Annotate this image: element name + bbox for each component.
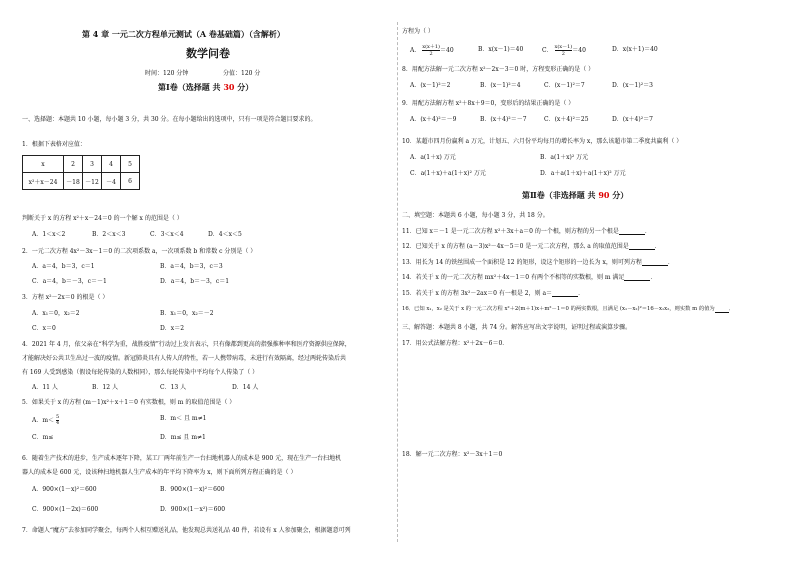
q18: 18．解一元二次方程：x²－3x＋1＝0 [402, 451, 503, 458]
q5-option-c: C．m≤ [32, 434, 54, 441]
q1-cell: －4 [102, 173, 121, 190]
q4-option-d: D．14 人 [232, 384, 259, 391]
q2-option-b: B．a＝4，b＝3，c＝3 [160, 263, 223, 270]
q4-line3: 有 169 人受到感染（假设每轮传染的人数相同），那么每轮传染中平均每个人传染了（ ） [22, 369, 259, 376]
q4-option-a: A．11 人 [32, 384, 58, 391]
q7-fraction-a [422, 44, 440, 57]
q2-option-a: A．a＝4，b＝3，c＝1 [32, 263, 95, 270]
section3-instruction: 三、解答题：本题共 8 小题，共 74 分。解答应写出文字说明，证明过程或演算步骤。 [402, 324, 632, 331]
q4-line1: 4．2021 年 4 月，依父亲在“科学为重，战胜疫情”行动过上发言表示，只有像都到更高的指强推种率和医疗资源供应保障， [22, 341, 351, 348]
fraction-denominator: 2 [422, 50, 440, 57]
q10-option-d: D．a＋a(1＋x)＋a(1＋x)² 万元 [540, 170, 626, 177]
q13-text: 13．用长为 14 的铁丝围成一个面积是 12 的矩形，设这个矩形的一边长为 x，则可列方程 [402, 259, 642, 266]
q2-option-d: D．a＝4，b＝－3，c＝1 [160, 278, 230, 285]
q1-cell: －18 [64, 173, 83, 190]
q4-line2: 才能解决好公共卫生出过一波的疫情。新冠肺炎具有人传人的特性，若一人携带病毒，未进行有效隔离，经过两轮传染后共 [22, 355, 347, 362]
q3-option-c: C．x＝0 [32, 325, 56, 332]
q7-option-c-tail: ＝40 [572, 47, 586, 54]
q15-text: 15．若关于 x 的方程 3x²－2ax＝0 有一根是 2，则 a＝ [402, 290, 553, 297]
q7-option-b: B．x(x－1)＝40 [478, 46, 524, 53]
q1-table [22, 155, 140, 190]
q1-cell: x [23, 156, 64, 173]
q11: 11．已知 x＝－1 是一元二次方程 x²＋3x＋a＝0 的一个根，则方程的另一个根是 ． [402, 228, 651, 235]
q3-stem: 3．方程 x²－2x＝0 的根是（ ） [22, 294, 109, 301]
exam-score: 分值：120 分 [223, 70, 261, 77]
q12-text: 12．已知关于 x 的方程 (a－3)x²－4x－5＝0 是一元二次方程，那么 a 的取值范围是 [402, 243, 629, 250]
q16-text: 16．已知 x₁，x₂ 是关于 x 的一元二次方程 x²＋2(m＋1)x＋m²－1＝0 的两实数根，且满足 (x₁－x₂)²＝16－x₁x₂，则实数 m 的值为 [402, 306, 715, 312]
q9-option-d: D．(x＋4)²＝7 [612, 116, 653, 123]
q5-option-a [32, 415, 59, 426]
answer-blank [715, 306, 729, 313]
q1-judge: 判断关于 x 的方程 x²＋x－24＝0 的一个解 x 的范围是（ ） [22, 215, 183, 222]
q8-option-a: A．(x－1)²＝2 [410, 82, 451, 89]
q14: 14．若关于 x 的一元二次方程 mx²＋4x－1＝0 有两个不相等的实数根，则 m 满足 ． [402, 274, 657, 281]
q2-stem: 2．一元二次方程 4x²－3x－1＝0 的二次项系数 a，一次项系数 b 和常数 c 分别是（ ） [22, 248, 257, 255]
q1-stem: 1．根据下表格对应值： [22, 141, 86, 148]
q1-cell: 6 [121, 173, 140, 190]
q16: 16．已知 x₁，x₂ 是关于 x 的一元二次方程 x²＋2(m＋1)x＋m²－1＝0 的两实数根，且满足 (x₁－x₂)²＝16－x₁x₂，则实数 m 的值为 ． [402, 306, 735, 312]
section1-instruction: 一、选择题：本题共 10 小题，每小题 3 分，共 30 分。在每小题给出的选项中，只有一项是符合题目要求的。 [22, 116, 317, 123]
answer-blank [552, 290, 578, 297]
answer-blank [642, 259, 668, 266]
q11-text: 11．已知 x＝－1 是一元二次方程 x²＋3x＋a＝0 的一个根，则方程的另一个根是 [402, 228, 619, 235]
q1-table-row [23, 156, 140, 173]
part2-heading [522, 192, 628, 199]
q9-option-c: C．(x＋4)²＝25 [544, 116, 589, 123]
q6-option-b: B．900×(1－x)²＝600 [160, 486, 225, 493]
q1-table-row [23, 173, 140, 190]
q6-option-d: D．900×(1－x²)＝600 [160, 506, 226, 513]
part1-points: 30 [223, 82, 235, 92]
paper-subtitle: 数学问卷 [186, 47, 230, 60]
q1-option-b: B．2＜x＜3 [92, 231, 126, 238]
q6-line1: 6．随着生产技术的进步，生产成本逐年下降，某工厂两年前生产一台扫地机器人的成本是 900 元，现在生产一台扫地机 [22, 455, 342, 462]
part1-label: 第Ⅰ卷（选择题 共 [158, 82, 221, 92]
q8-stem: 8．用配方法解一元二次方程 x²－2x－3＝0 时，方程变形正确的是（ ） [402, 66, 595, 73]
q15: 15．若关于 x 的方程 3x²－2ax＝0 有一根是 2，则 a＝ ． [402, 290, 585, 297]
q9-option-b: B．(x＋4)²＝－7 [480, 116, 527, 123]
q1-cell: 2 [64, 156, 83, 173]
q14-text: 14．若关于 x 的一元二次方程 mx²＋4x－1＝0 有两个不相等的实数根，则 m 满足 [402, 274, 625, 281]
q6-line2: 器人的成本是 600 元，设该种扫地机器人生产成本的年平均下降率为 x，则下面所列方程正确的是（ ） [22, 469, 297, 476]
q13: 13．用长为 14 的铁丝围成一个面积是 12 的矩形，设这个矩形的一边长为 x，则可列方程 ． [402, 259, 674, 266]
q1-cell: x²＋x－24 [23, 173, 64, 190]
q8-option-d: D．(x－1)²＝3 [612, 82, 653, 89]
part1-tail: 分） [237, 82, 254, 92]
q10-option-a: A．a(1＋x) 万元 [410, 154, 456, 161]
q10-option-b: B．a(1＋x)² 万元 [540, 154, 589, 161]
q8-option-c: C．(x－1)²＝7 [544, 82, 585, 89]
section2-instruction: 二、填空题：本题共 6 小题，每小题 3 分，共 18 分。 [402, 212, 549, 219]
q7-option-a-label: A． [410, 47, 421, 54]
fraction-denominator: 4 [55, 420, 60, 426]
part1-heading [158, 84, 253, 91]
part2-points: 90 [598, 190, 610, 200]
q4-option-b: B．12 人 [92, 384, 118, 391]
q10-option-c: C．a(1＋x)＋a(1＋x)² 万元 [410, 170, 486, 177]
q2-option-c: C．a＝4，b＝－3，c＝－1 [32, 278, 107, 285]
q1-cell: 3 [83, 156, 102, 173]
q1-option-a: A．1＜x＜2 [32, 231, 66, 238]
q7-fraction-c [555, 44, 573, 57]
q3-option-d: D．x＝2 [160, 325, 185, 332]
q1-option-d: D．4＜x＜5 [208, 231, 242, 238]
fraction-numerator: 5 [55, 414, 60, 420]
q5-stem: 5．如果关于 x 的方程 (m－1)x²＋x＋1＝0 有实数根，则 m 的取值范围是（ ） [22, 399, 236, 406]
q5-fraction [56, 415, 59, 426]
q1-cell: 5 [121, 156, 140, 173]
q1-cell: －12 [83, 173, 102, 190]
column-divider [397, 22, 398, 542]
q3-option-a: A．x₁＝0，x₂＝2 [32, 310, 80, 317]
exam-time: 时间：120 分钟 [145, 70, 189, 77]
q5-option-b: B．m＜ 且 m≠1 [160, 415, 207, 422]
q7-line2: 方程为（ ） [402, 28, 434, 35]
q5-option-d: D．m≤ 且 m≠1 [160, 434, 206, 441]
q6-option-a: A．900×(1－x)²＝600 [32, 486, 97, 493]
q7-option-a [410, 44, 454, 57]
answer-blank [619, 228, 645, 235]
answer-blank [624, 274, 650, 281]
part2-tail: 分） [612, 190, 629, 200]
answer-blank [629, 243, 655, 250]
paper-title: 第 4 章 一元二次方程单元测试（A 卷基础篇）（含解析） [82, 29, 285, 39]
q7-option-c [542, 44, 586, 57]
q9-stem: 9．用配方法解方程 x²＋8x＋9＝0，变形后的结果正确的是（ ） [402, 100, 575, 107]
q7-line1: 7．命题人“魔方”去参加同学聚会，每两个人相互赠送礼品，他发现总共送礼品 40 件，若设有 x 人参加聚会，根据题意可列 [22, 527, 351, 534]
q10-stem: 10．某超市四月份赢利 a 万元，计划五、六月份平均每月的增长率为 x，那么该超市第二季度共赢利（ ） [402, 138, 683, 145]
q1-cell: 4 [102, 156, 121, 173]
q9-option-a: A．(x＋4)²＝－9 [410, 116, 457, 123]
fraction-denominator: 2 [555, 50, 573, 57]
q7-option-a-tail: ＝40 [440, 47, 454, 54]
q5-option-a-text: A．m＜ [32, 417, 55, 424]
fraction-numerator: x(x－1) [554, 44, 573, 50]
q7-option-d: D．x(x＋1)＝40 [612, 46, 658, 53]
q12: 12．已知关于 x 的方程 (a－3)x²－4x－5＝0 是一元二次方程，那么 a 的取值范围是 ． [402, 243, 661, 250]
part2-label: 第Ⅱ卷（非选择题 共 [522, 190, 596, 200]
q6-option-c: C．900×(1－2x)＝600 [32, 506, 99, 513]
q3-option-b: B．x₁＝0，x₂＝－2 [160, 310, 214, 317]
q1-option-c: C．3＜x＜4 [150, 231, 184, 238]
q8-option-b: B．(x－1)²＝4 [480, 82, 521, 89]
q7-option-c-label: C． [542, 47, 553, 54]
q17: 17．用公式法解方程：x²＋2x－6＝0． [402, 340, 509, 347]
fraction-numerator: x(x＋1) [422, 44, 440, 50]
q4-option-c: C．13 人 [160, 384, 187, 391]
